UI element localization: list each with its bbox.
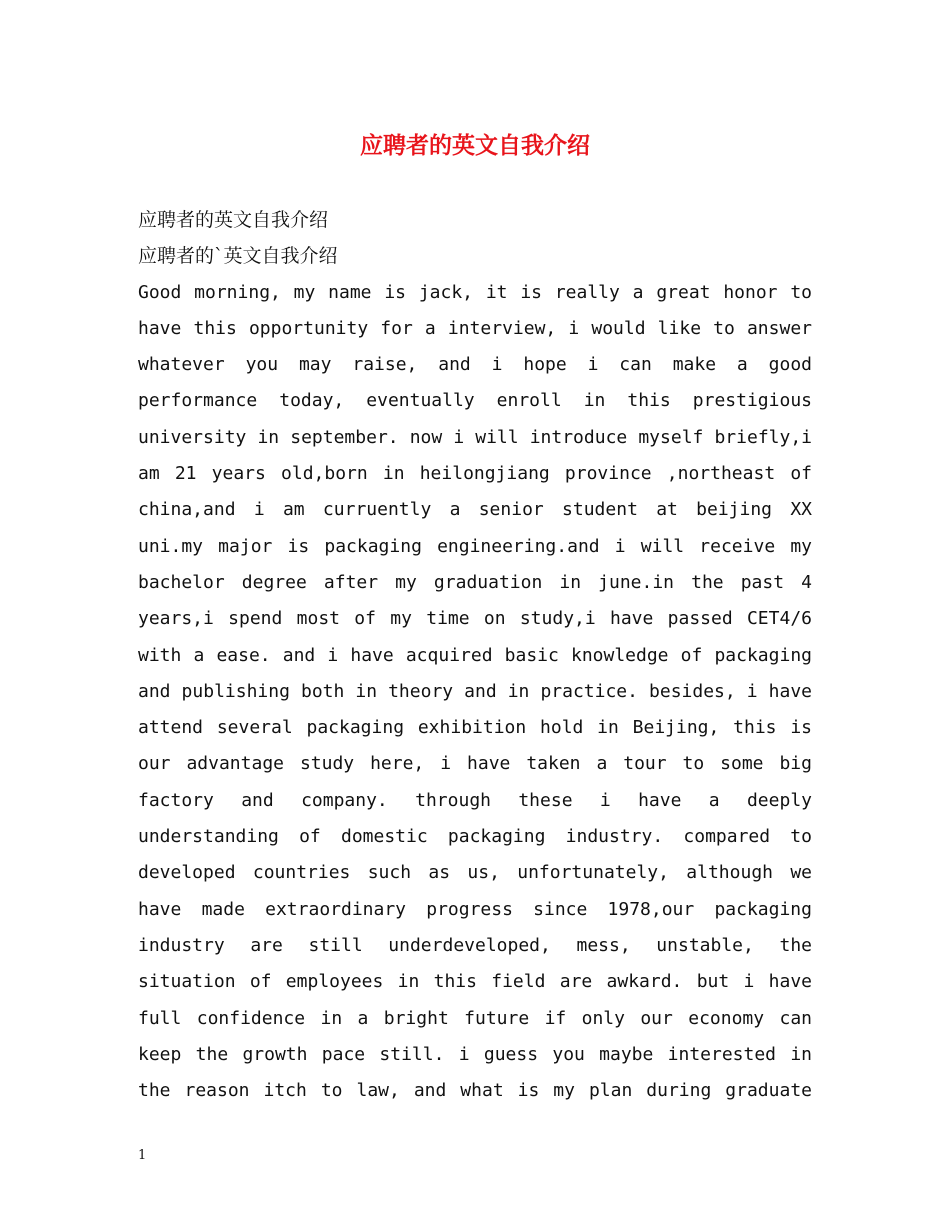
body-line: full confidence in a bright future if only our economy can bbox=[138, 1007, 812, 1029]
body-line: Good morning, my name is jack, it is really a great honor to bbox=[138, 281, 812, 303]
body-line: whatever you may raise, and i hope i can make a good bbox=[138, 354, 812, 376]
body-line: with a ease. and i have acquired basic knowledge of packaging bbox=[138, 644, 812, 666]
body-paragraph bbox=[138, 275, 812, 1110]
body-line: factory and company. through these i have a deeply bbox=[138, 789, 812, 811]
body-line: performance today, eventually enroll in this prestigious bbox=[138, 390, 812, 412]
body-line: situation of employees in this field are awkard. but i have bbox=[138, 971, 812, 993]
body-line: and publishing both in theory and in practice. besides, i have bbox=[138, 680, 812, 702]
body-line: am 21 years old,born in heilongjiang province ,northeast of bbox=[138, 463, 812, 485]
body-line: university in september. now i will introduce myself briefly,i bbox=[138, 426, 812, 448]
document-content bbox=[138, 202, 812, 1110]
body-line: china,and i am curruently a senior student at beijing XX bbox=[138, 499, 812, 521]
body-line: have made extraordinary progress since 1978,our packaging bbox=[138, 898, 812, 920]
body-line: years,i spend most of my time on study,i have passed CET4/6 bbox=[138, 608, 812, 630]
body-line: uni.my major is packaging engineering.and i will receive my bbox=[138, 535, 812, 557]
body-line: have this opportunity for a interview, i would like to answer bbox=[138, 317, 812, 339]
section-heading: 应聘者的英文自我介绍 bbox=[138, 209, 329, 231]
body-line: keep the growth pace still. i guess you maybe interested in bbox=[138, 1043, 812, 1065]
body-line: our advantage study here, i have taken a tour to some big bbox=[138, 753, 812, 775]
body-line: the reason itch to law, and what is my plan during graduate bbox=[138, 1080, 812, 1102]
body-line: attend several packaging exhibition hold in Beijing, this is bbox=[138, 717, 812, 739]
page-number: 1 bbox=[138, 1148, 147, 1163]
body-line: understanding of domestic packaging industry. compared to bbox=[138, 826, 812, 848]
section-subheading: 应聘者的`英文自我介绍 bbox=[138, 245, 338, 268]
document-title: 应聘者的英文自我介绍 bbox=[360, 132, 590, 159]
body-line: industry are still underdeveloped, mess, unstable, the bbox=[138, 934, 812, 956]
body-line: bachelor degree after my graduation in june.in the past 4 bbox=[138, 571, 812, 593]
body-line: developed countries such as us, unfortunately, although we bbox=[138, 862, 812, 884]
